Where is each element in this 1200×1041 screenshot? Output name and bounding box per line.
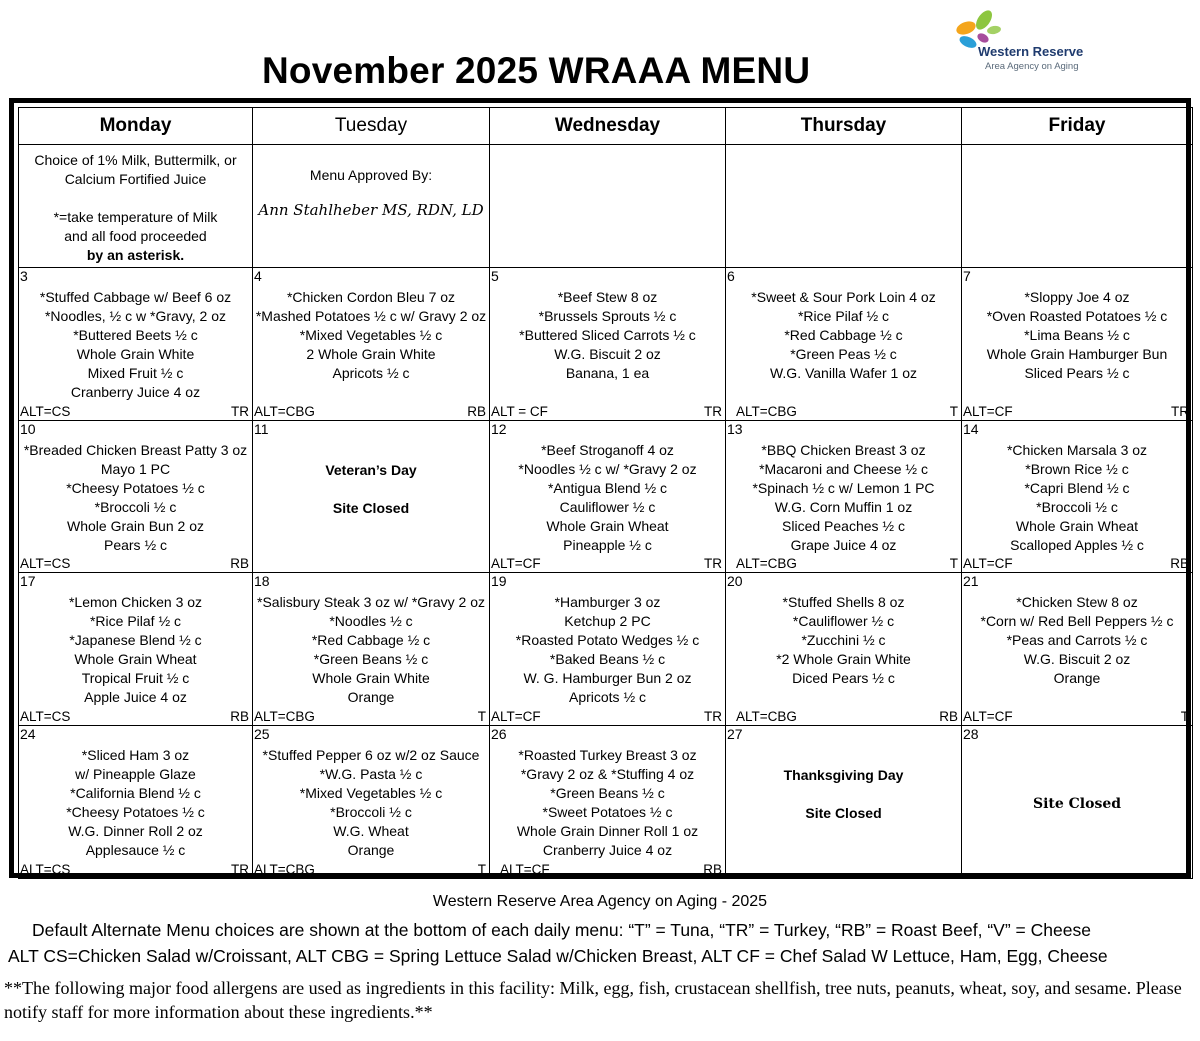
menu-item: *Oven Roasted Potatoes ½ c [986,307,1168,324]
day-cell [726,573,962,726]
day-header-tuesday: Tuesday [253,108,490,145]
menu-item: *Corn w/ Red Bell Peppers ½ c [980,613,1174,630]
menu-item: Grape Juice 4 oz [790,536,897,553]
date-number: 3 [20,267,28,284]
date-number: 25 [254,726,270,743]
menu-item: *Breaded Chicken Breast Patty 3 oz [23,441,248,458]
menu-item: Pears ½ c [103,536,168,553]
milk-info-cell [19,145,253,267]
menu-items [726,288,961,383]
menu-item: Whole Grain Dinner Roll 1 oz [516,823,699,840]
date-number: 7 [963,267,971,284]
menu-item: Orange [1053,670,1101,687]
menu-item: *Japanese Blend ½ c [69,632,202,649]
site-closed-label: Site Closed [332,499,410,516]
info-line: Calcium Fortified Juice [64,171,207,188]
alt-choice: ALT=CS [20,403,71,419]
approval-cell [253,145,490,267]
alt-code: TR [231,862,249,877]
menu-item: *Broccoli ½ c [94,498,177,515]
day-cell [726,726,962,879]
alt-choice: ALT=CBG [736,403,797,419]
day-cell [19,420,253,573]
date-number: 21 [963,573,979,590]
day-cell [253,267,490,420]
day-cell [962,726,1193,879]
day-cell [962,573,1193,726]
menu-item: W.G. Wheat [333,823,409,840]
day-cell [962,267,1193,420]
menu-item: w/ Pineapple Glaze [75,766,196,783]
menu-item: *Roasted Turkey Breast 3 oz [518,747,697,764]
menu-item: Mixed Fruit ½ c [87,364,184,381]
menu-item: *Stuffed Pepper 6 oz w/2 oz Sauce [262,747,480,764]
week-row [19,267,1193,420]
menu-item: *BBQ Chicken Breast 3 oz [761,441,926,458]
menu-item: Whole Grain Wheat [546,517,669,534]
day-cell [19,726,253,879]
alt-choice: ALT=CF [491,556,541,572]
menu-item: *Baked Beans ½ c [549,651,666,668]
menu-item: *Cheesy Potatoes ½ c [66,804,205,821]
empty-cell [490,145,726,267]
menu-items [253,288,489,383]
date-number: 28 [963,726,979,743]
menu-item: Cauliflower ½ c [559,498,656,515]
info-line-bold: by an asterisk. [86,247,185,264]
menu-item: *California Blend ½ c [70,785,201,802]
menu-item: W.G. Biscuit 2 oz [554,345,661,362]
alt-code: TR [1171,403,1189,419]
day-cell [253,420,490,573]
menu-item: Cranberry Juice 4 oz [70,383,201,400]
menu-item: *Zucchini ½ c [801,632,886,649]
footer-allergens: **The following major food allergens are used as ingredients in this facility: Milk, egg, fish, crustacean shellfish, tree nuts, peanuts, wheat, soy, and sesame. Please notify staff for more information about these ingredients.** [4,978,1182,1022]
menu-item: W.G. Vanilla Wafer 1 oz [769,364,918,381]
menu-item: Orange [347,842,395,859]
footer-legend-alts: ALT CS=Chicken Salad w/Croissant, ALT CBG = Spring Lettuce Salad w/Chicken Breast, ALT CF = Chef Salad W Lettuce, Ham, Egg, Cheese [8,946,1108,966]
menu-item: *Beef Stew 8 oz [557,288,658,305]
menu-item: *Sweet & Sour Pork Loin 4 oz [751,288,936,305]
day-cell [726,267,962,420]
date-number: 18 [254,573,270,590]
info-line: and all food proceeded [64,228,207,245]
menu-item: W.G. Biscuit 2 oz [1023,651,1131,668]
menu-item: Sliced Peaches ½ c [782,517,905,534]
menu-item: *Green Beans ½ c [313,651,429,668]
alt-code: T [1180,709,1189,725]
menu-item: *Chicken Marsala 3 oz [1006,441,1148,458]
logo-subtitle: Area Agency on Aging [985,61,1079,72]
date-number: 14 [963,420,979,437]
alt-choice: ALT = CF [491,403,548,419]
menu-item: *Cauliflower ½ c [792,613,895,630]
alt-code: RB [230,709,249,725]
menu-item: *Mixed Vegetables ½ c [299,785,443,802]
alt-code: T [949,403,958,419]
menu-item: *Broccoli ½ c [330,804,412,821]
menu-item: *Roasted Potato Wedges ½ c [515,632,700,649]
menu-item: *Noodles ½ c w/ *Gravy 2 oz [518,460,697,477]
menu-item: *Rice Pilaf ½ c [89,613,182,630]
date-number: 11 [254,420,269,437]
menu-item: *Macaroni and Cheese ½ c [759,460,928,477]
menu-item: *Chicken Stew 8 oz [1016,594,1138,611]
menu-item: Apricots ½ c [332,364,410,381]
week-row [19,420,1193,573]
alt-code: T [477,709,486,725]
menu-item: *Red Cabbage ½ c [784,326,903,343]
menu-items [726,593,961,688]
menu-item: Applesauce ½ c [85,842,186,859]
empty-cell [962,145,1193,267]
menu-item: Apple Juice 4 oz [84,689,187,706]
menu-items [19,288,252,402]
menu-item: *Noodles ½ c [329,613,413,630]
alt-choice: ALT=CF [963,556,1013,572]
menu-item: *Red Cabbage ½ c [311,632,431,649]
menu-item: *Cheesy Potatoes ½ c [66,479,205,496]
alt-choice: ALT=CS [20,862,71,877]
date-number: 27 [727,726,743,743]
alt-code: T [949,556,958,572]
menu-item: *Lemon Chicken 3 oz [68,594,203,611]
menu-item: Whole Grain Wheat [74,651,197,668]
menu-item: *Brussels Sprouts ½ c [538,307,677,324]
date-number: 17 [20,573,36,590]
alt-choice: ALT=CBG [254,862,315,877]
page-title: November 2025 WRAAA MENU [262,50,811,91]
holiday-name: Thanksgiving Day [783,767,904,784]
info-line: *=take temperature of Milk [53,209,218,226]
date-number: 6 [727,267,735,284]
day-header-friday: Friday [962,108,1193,145]
menu-items [962,593,1192,688]
day-cell [490,420,726,573]
menu-item: *Brown Rice ½ c [1025,460,1129,477]
footer-legend-codes: Default Alternate Menu choices are shown at the bottom of each daily menu: “T” = Tuna, “TR” = Turkey, “RB” = Roast Beef, “V” = Cheese [32,920,1091,940]
menu-item: *Green Beans ½ c [550,785,665,802]
menu-item: *Green Peas ½ c [790,345,897,362]
menu-items [253,746,489,860]
menu-items [962,288,1192,383]
menu-item: *Mixed Vegetables ½ c [299,326,443,343]
menu-item: *Buttered Beets ½ c [73,326,198,343]
closure-notice [253,461,489,518]
site-closed-label: Site Closed [805,805,882,822]
menu-item: *Broccoli ½ c [1036,498,1118,515]
menu-item: Apricots ½ c [568,689,647,706]
date-number: 10 [20,420,36,437]
alt-code: RB [230,556,249,572]
menu-item: Whole Grain White [76,345,195,362]
info-line: Choice of 1% Milk, Buttermilk, or [34,152,237,169]
menu-items [19,593,252,707]
date-number: 5 [491,267,499,284]
date-number: 13 [727,420,743,437]
menu-item: Diced Pears ½ c [792,670,895,687]
menu-item: *Sloppy Joe 4 oz [1024,288,1130,305]
date-number: 19 [491,573,507,590]
menu-items [253,593,489,707]
holiday-name: Veteran’s Day [325,461,417,478]
menu-item: *Peas and Carrots ½ c [1006,632,1148,649]
menu-item: *Rice Pilaf ½ c [797,307,890,324]
menu-item: *Capri Blend ½ c [1024,479,1130,496]
date-number: 26 [491,726,507,743]
alt-code: RB [703,862,722,877]
approved-by-label: Menu Approved By: [309,167,433,184]
day-header-thursday: Thursday [726,108,962,145]
day-header-monday: Monday [19,108,253,145]
menu-items [490,441,725,555]
alt-choice: ALT=CF [963,403,1013,419]
menu-item: Orange [347,689,395,706]
alt-choice: ALT=CBG [254,403,315,419]
menu-items [19,746,252,860]
alt-code: TR [704,556,722,572]
menu-item: *Chicken Cordon Bleu 7 oz [286,288,456,305]
menu-item: Tropical Fruit ½ c [81,670,190,687]
menu-item: *Buttered Sliced Carrots ½ c [519,326,696,343]
menu-calendar [9,98,1191,878]
menu-item: Whole Grain Bun 2 oz [67,517,204,534]
menu-item: *Sweet Potatoes ½ c [542,804,673,821]
menu-item: 2 Whole Grain White [306,345,436,362]
alt-choice: ALT=CF [491,709,541,725]
menu-item: W. G. Hamburger Bun 2 oz [523,670,692,687]
menu-items [490,593,725,707]
menu-item: *Gravy 2 oz & *Stuffing 4 oz [520,766,695,783]
footer-org: Western Reserve Area Agency on Aging - 2025 [432,893,768,910]
menu-items [726,441,961,555]
menu-items [490,288,725,383]
menu-item: Whole Grain White [312,670,430,687]
alt-code: RB [1170,556,1189,572]
alt-choice: ALT=CBG [736,556,797,572]
alt-code: T [477,862,486,877]
menu-item: *W.G. Pasta ½ c [319,766,423,783]
menu-items [19,441,252,555]
week-row [19,573,1193,726]
alt-choice: ALT=CS [20,556,71,572]
day-cell [490,573,726,726]
menu-item: *2 Whole Grain White [776,651,911,668]
menu-item: Banana, 1 ea [565,364,650,381]
day-cell [490,726,726,879]
alt-code: TR [704,709,722,725]
date-number: 12 [491,420,507,437]
day-cell [253,726,490,879]
menu-item: *Spinach ½ c w/ Lemon 1 PC [752,479,935,496]
menu-item: W.G. Corn Muffin 1 oz [774,498,913,515]
logo-name: Western Reserve [978,44,1084,59]
dietitian-signature: Ann Stahlheber MS, RDN, LD [258,201,484,220]
alt-code: TR [704,403,722,419]
menu-item: Whole Grain Hamburger Bun [986,345,1168,362]
menu-item: *Beef Stroganoff 4 oz [541,441,674,458]
info-line [19,189,252,208]
alt-code: RB [939,709,958,725]
menu-item: *Noodles, ½ c w *Gravy, 2 oz [44,307,227,324]
menu-items [490,746,725,860]
menu-item: *Sliced Ham 3 oz [81,747,190,764]
menu-item: *Antigua Blend ½ c [547,479,668,496]
menu-item: Pineapple ½ c [563,536,652,553]
menu-item: *Stuffed Shells 8 oz [782,594,905,611]
date-number: 24 [20,726,36,743]
menu-item: Mayo 1 PC [100,460,171,477]
alt-choice: ALT=CF [963,709,1013,725]
menu-item: W.G. Dinner Roll 2 oz [68,823,203,840]
menu-item: Scalloped Apples ½ c [1010,536,1144,553]
menu-items [962,441,1192,555]
day-cell [253,573,490,726]
menu-item: Sliced Pears ½ c [1024,364,1130,381]
alt-choice: ALT=CBG [736,709,797,725]
menu-item: *Lima Beans ½ c [1024,326,1130,343]
alt-code: RB [467,403,486,419]
day-header-wednesday: Wednesday [490,108,726,145]
alt-choice: ALT=CS [20,709,71,725]
alt-code: TR [231,403,249,419]
day-cell [19,573,253,726]
menu-item: Ketchup 2 PC [564,613,651,630]
day-cell [490,267,726,420]
empty-cell [726,145,962,267]
week-row [19,726,1193,879]
day-cell [726,420,962,573]
date-number: 4 [254,267,262,284]
menu-item: Whole Grain Wheat [1015,517,1139,534]
date-number: 20 [727,573,743,590]
day-cell [962,420,1193,573]
closure-notice [726,766,961,823]
menu-item: *Salisbury Steak 3 oz w/ *Gravy 2 oz [257,594,485,611]
alt-choice: ALT=CF [500,862,550,877]
alt-choice: ALT=CBG [254,709,315,725]
day-cell [19,267,253,420]
menu-item: *Mashed Potatoes ½ c w/ Gravy 2 oz [255,307,487,324]
menu-item: *Stuffed Cabbage w/ Beef 6 oz [39,288,232,305]
menu-item: Cranberry Juice 4 oz [542,842,673,859]
menu-item: *Hamburger 3 oz [554,594,661,611]
site-closed-label: Site Closed [1032,796,1122,813]
